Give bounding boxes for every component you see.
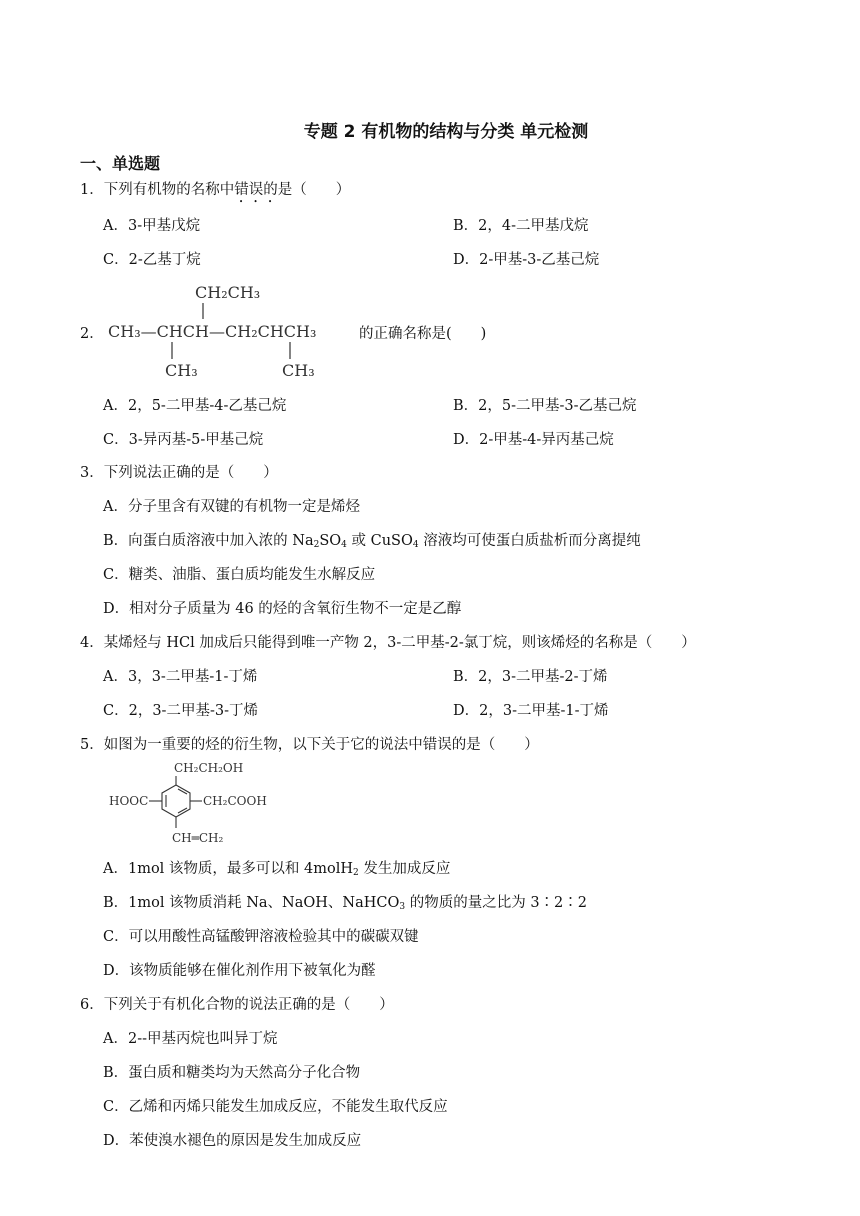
question-2-stem-suffix: 的正确名称是( ): [359, 326, 487, 342]
question-5-option-d: D．该物质能够在催化剂作用下被氧化为醛: [103, 963, 376, 979]
q5b-sub: 3: [399, 902, 406, 912]
question-1-suffix: 是（ ）: [277, 182, 351, 198]
question-1-option-b: B．2，4-二甲基戊烷: [453, 218, 589, 234]
q3b-sub-1: 2: [313, 540, 320, 550]
question-3-option-b: [103, 529, 641, 550]
struct5-left-group: HOOC: [109, 794, 149, 808]
question-6-option-a: A．2--甲基丙烷也叫异丁烷: [103, 1031, 278, 1047]
question-4-option-c: C．2，3-二甲基-3-丁烯: [103, 703, 258, 719]
question-2-number: 2．: [80, 326, 104, 342]
question-5-option-b: [103, 891, 587, 912]
q5a-sub: 2: [353, 868, 359, 878]
question-6-option-d: D．苯使溴水褪色的原因是发生加成反应: [103, 1133, 362, 1149]
question-6-option-c: C．乙烯和丙烯只能发生加成反应，不能发生取代反应: [103, 1099, 448, 1115]
q5b-text-1: B．1mol 该物质消耗 Na、NaOH、NaHCO: [103, 895, 400, 911]
question-1-option-a: A．3-甲基戊烷: [103, 218, 201, 234]
struct5-ring-double-bond-3: [178, 808, 187, 813]
struct5-top-group: CH₂CH₂OH: [174, 761, 244, 775]
question-4-option-a: A．3，3-二甲基-1-丁烯: [103, 669, 258, 685]
question-3-stem: 3．下列说法正确的是（ ）: [80, 465, 278, 481]
question-2-structure-diagram: [105, 278, 355, 386]
question-5-stem: 5．如图为一重要的烃的衍生物，以下关于它的说法中错误的是（ ）: [80, 737, 539, 753]
question-5-structure-diagram: [108, 756, 288, 850]
question-1-option-d: D．2-甲基-3-乙基己烷: [453, 252, 600, 268]
q5b-text-2: 的物质的量之比为 3∶2∶2: [405, 895, 588, 911]
question-3-option-d: D．相对分子质量为 46 的烃的含氧衍生物不一定是乙醇: [103, 601, 462, 617]
question-4-option-d: D．2，3-二甲基-1-丁烯: [453, 703, 609, 719]
struct5-right-group: CH₂COOH: [203, 794, 267, 808]
question-5-option-a: [103, 857, 450, 878]
question-2-option-d: D．2-甲基-4-异丙基己烷: [453, 432, 614, 448]
page-title: 专题 2 有机物的结构与分类 单元检测: [303, 122, 589, 142]
question-1-option-c: C．2-乙基丁烷: [103, 252, 201, 268]
q3b-text-4: 溶液均可使蛋白质盐析而分离提纯: [418, 533, 641, 549]
struct2-top-group: CH₂CH₃: [195, 283, 261, 302]
q3b-text-3: 或 CuSO: [346, 533, 413, 549]
section-heading: 一、单选题: [80, 154, 161, 173]
question-5-option-c: C．可以用酸性高锰酸钾溶液检验其中的碳碳双键: [103, 929, 419, 945]
q5a-text-2: 发生加成反应: [358, 861, 451, 877]
question-2-option-a: A．2，5-二甲基-4-乙基己烷: [103, 398, 287, 414]
question-2-option-c: C．3-异丙基-5-甲基己烷: [103, 432, 264, 448]
struct2-main-chain: CH₃—CHCH—CH₂CHCH₃: [108, 322, 317, 341]
question-3-option-a: A．分子里含有双键的有机物一定是烯烃: [103, 499, 360, 515]
struct2-bottom-left-group: CH₃: [165, 361, 198, 380]
q3b-sub-2: 4: [341, 540, 347, 550]
struct2-bottom-right-group: CH₃: [282, 361, 315, 380]
q3b-text-2: SO: [319, 533, 342, 549]
question-6-option-b: B．蛋白质和糖类均为天然高分子化合物: [103, 1065, 361, 1081]
question-6-stem: 6．下列关于有机化合物的说法正确的是（ ）: [80, 997, 394, 1013]
question-4-stem: 4．某烯烃与 HCl 加成后只能得到唯一产物 2，3-二甲基-2-氯丁烷，则该烯烃的名称是（ ）: [80, 635, 696, 651]
question-1-prefix: 1．下列有机物的名称中: [80, 182, 235, 198]
question-3-option-c: C．糖类、油脂、蛋白质均能发生水解反应: [103, 567, 376, 583]
question-1-stem: [80, 178, 350, 206]
q3b-sub-3: 4: [412, 540, 419, 550]
q3b-text-1: B．向蛋白质溶液中加入浓的 Na: [103, 533, 314, 549]
question-2-option-b: B．2，5-二甲基-3-乙基己烷: [453, 398, 637, 414]
q5a-text-1: A．1mol 该物质，最多可以和 4molH: [103, 861, 354, 877]
question-4-option-b: B．2，3-二甲基-2-丁烯: [453, 669, 608, 685]
struct5-ring-double-bond-2: [178, 789, 187, 794]
question-1-emphasis: 错误的: [234, 182, 278, 198]
struct5-bottom-group: CH═CH₂: [172, 831, 224, 845]
